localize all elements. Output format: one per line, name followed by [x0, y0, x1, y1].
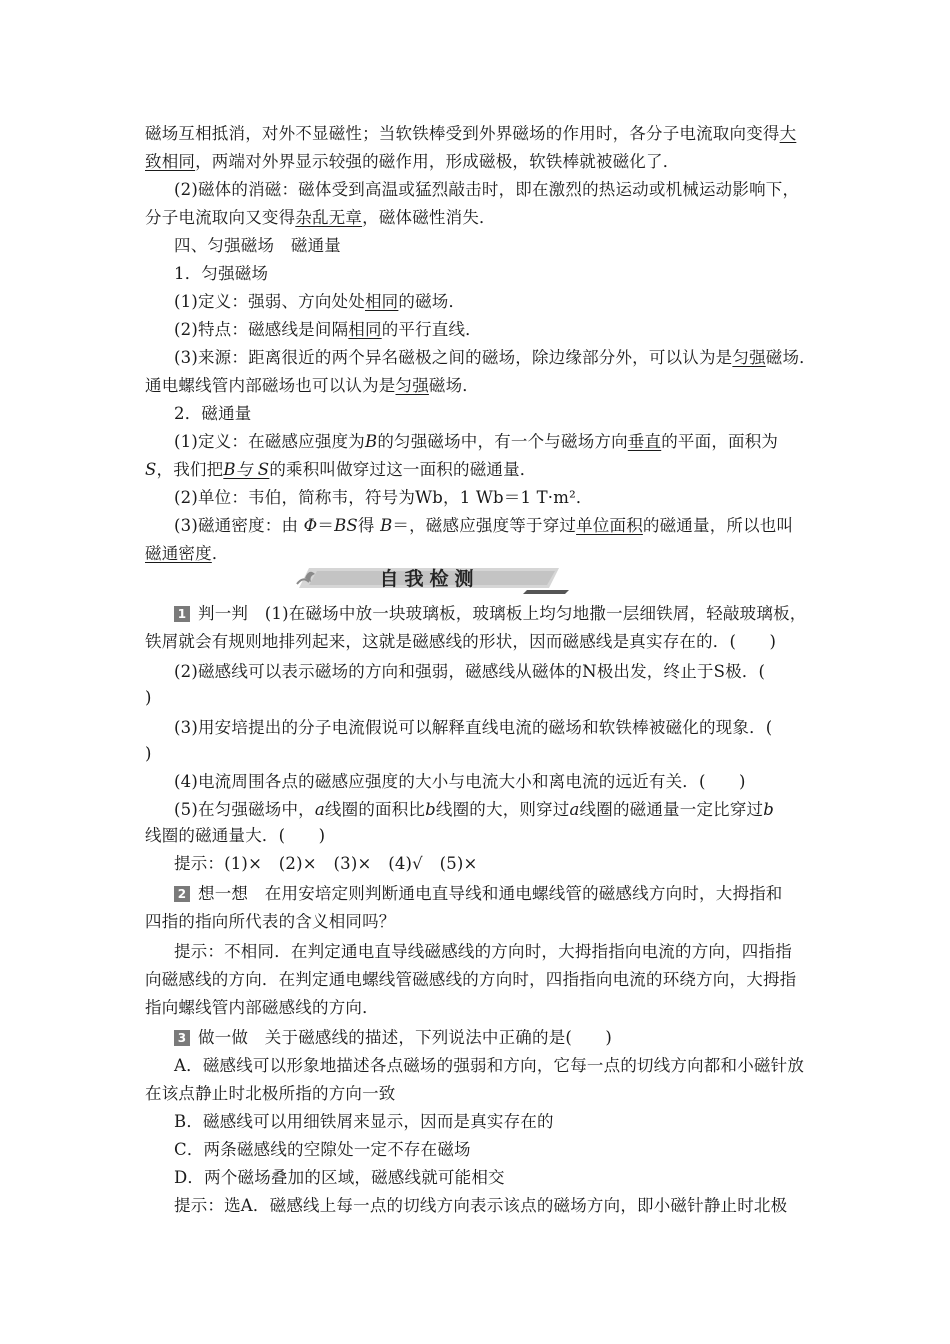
text-line: 磁通密度．: [145, 544, 229, 563]
text-line: 铁屑就会有规则地排列起来，这就是磁感线的形状，因而磁感线是真实存在的．( ): [145, 632, 777, 651]
text-line: (2)单位：韦伯，简称韦，符号为Wb，1 Wb＝1 T·m²．: [174, 488, 593, 507]
option-c: C．两条磁感线的空隙处一定不存在磁场: [174, 1140, 471, 1159]
text-line: 在该点静止时北极所指的方向一致: [145, 1084, 396, 1103]
number-1-icon: 1: [174, 606, 190, 622]
text-line: (2)磁感线可以表示磁场的方向和强弱，磁感线从磁体的N极出发，终止于S极．(: [174, 662, 766, 681]
text-line: (5)在匀强磁场中，a线圈的面积比b线圈的大，则穿过a线圈的磁通量一定比穿过b: [174, 800, 775, 819]
text-line: (3)磁通密度：由 Φ＝BS得 B＝，磁感应强度等于穿过单位面积的磁通量，所以也叫: [174, 516, 794, 535]
text-line: 指向螺线管内部磁感线的方向．: [145, 998, 379, 1017]
hint-line: 提示：不相同．在判定通电直导线磁感线的方向时，大拇指指向电流的方向，四指指: [174, 942, 792, 961]
underlined-term: 匀强: [395, 376, 429, 395]
underlined-term: 杂乱无章: [295, 208, 363, 227]
underlined-term: 相同: [364, 292, 399, 311]
text-line: ): [145, 744, 152, 763]
text-line: 磁场互相抵消，对外不显磁性；当软铁棒受到外界磁场的作用时，各分子电流取向变得大: [145, 124, 797, 143]
underlined-term: 相同: [348, 320, 382, 339]
question-2-line: 2 想一想 在用安培定则判断通电直导线和通电螺线管的磁感线方向时，大拇指和: [174, 884, 844, 904]
option-a: A．磁感线可以形象地描述各点磁场的强弱和方向，它每一点的切线方向都和小磁针放: [174, 1056, 805, 1075]
question-3-line: 3 做一做 关于磁感线的描述，下列说法中正确的是( ): [174, 1028, 844, 1048]
text-line: 分子电流取向又变得杂乱无章，磁体磁性消失．: [145, 208, 496, 227]
underlined-term: 磁通密度: [145, 544, 212, 563]
option-b: B．磁感线可以用细铁屑来显示，因而是真实存在的: [174, 1112, 554, 1131]
hint-line: 提示：选A．磁感线上每一点的切线方向表示该点的磁场方向，即小磁针静止时北极: [174, 1196, 788, 1215]
text-line: S，我们把B与 S的乘积叫做穿过这一面积的磁通量．: [145, 460, 537, 479]
text-line: (3)用安培提出的分子电流假说可以解释直线电流的磁场和软铁棒被磁化的现象．(: [174, 718, 773, 737]
section-heading: 四、匀强磁场 磁通量: [174, 236, 341, 255]
number-3-icon: 3: [174, 1030, 190, 1046]
text-line: 通电螺线管内部磁场也可以认为是匀强磁场．: [145, 376, 480, 395]
text-line: ): [145, 688, 152, 707]
text-line: (3)来源：距离很近的两个异名磁极之间的磁场，除边缘部分外，可以认为是匀强磁场．: [174, 348, 816, 367]
hint-line: 提示：(1)× (2)× (3)× (4)√ (5)×: [174, 854, 478, 873]
underlined-term: 垂直: [627, 432, 662, 451]
text-line: (1)定义：在磁感应强度为B的匀强磁场中，有一个与磁场方向垂直的平面，面积为: [174, 432, 779, 451]
underlined-term: B与 S: [223, 460, 270, 479]
underlined-term: 匀强: [732, 348, 766, 367]
text-line: (2)磁体的消磁：磁体受到高温或猛烈敲击时，即在激烈的热运动或机械运动影响下，: [174, 180, 800, 199]
underlined-term: 大: [779, 124, 797, 143]
text-line: (4)电流周围各点的磁感应强度的大小与电流大小和离电流的远近有关．( ): [174, 772, 746, 791]
underlined-term: 单位面积: [576, 516, 643, 535]
banner-title: 自我检测: [379, 568, 480, 590]
subsection-heading: 1．匀强磁场: [174, 264, 269, 283]
text-line: (2)特点：磁感线是间隔相同的平行直线．: [174, 320, 482, 339]
text-line: 线圈的磁通量大．( ): [145, 826, 326, 845]
text-line: 四指的指向所代表的含义相同吗？: [145, 912, 396, 931]
number-2-icon: 2: [174, 886, 190, 902]
section-banner: [287, 562, 572, 596]
text-line: (1)定义：强弱、方向处处相同的磁场．: [174, 292, 466, 311]
subsection-heading: 2．磁通量: [174, 404, 252, 423]
text-line: 向磁感线的方向．在判定通电螺线管磁感线的方向时，四指指向电流的环绕方向，大拇指: [145, 970, 797, 989]
text-line: 致相同，两端对外界显示较强的磁作用，形成磁极，软铁棒就被磁化了．: [145, 152, 680, 171]
underlined-term: 致相同: [145, 152, 196, 171]
option-d: D．两个磁场叠加的区域，磁感线就可能相交: [174, 1168, 505, 1187]
question-1-line: 1 判一判 (1)在磁场中放一块玻璃板，玻璃板上均匀地撒一层细铁屑，轻敲玻璃板，: [174, 604, 844, 624]
